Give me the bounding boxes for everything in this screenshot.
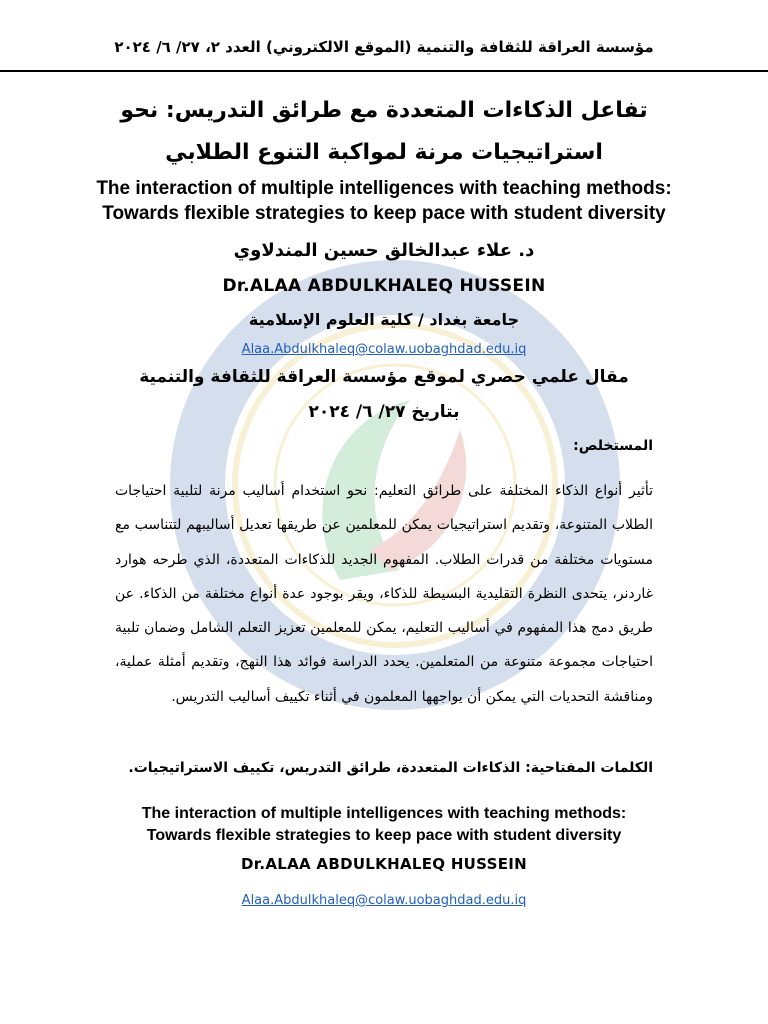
journal-header: مؤسسة العراقة للثقافة والتنمية (الموقع الالكتروني) العدد ٢، ٢٧/ ٦/ ٢٠٢٤ [114, 38, 654, 56]
english-block-email-link[interactable]: Alaa.Abdulkhaleq@colaw.uobaghdad.edu.iq [241, 893, 527, 908]
exclusive-article-note: مقال علمي حصري لموقع مؤسسة العراقة للثقافة والتنمية [139, 367, 629, 387]
english-title-line1: The interaction of multiple intelligences with teaching methods: [96, 178, 672, 199]
arabic-title-line1: تفاعل الذكاءات المتعددة مع طرائق التدريس: نحو [120, 98, 648, 123]
keywords: الكلمات المفتاحية: الذكاءات المتعددة، طرائق التدريس، تكييف الاستراتيجيات. [128, 760, 653, 776]
author-name-arabic: د. علاء عبدالخالق حسين المندلاوي [233, 240, 535, 261]
article-date: بتاريخ ٢٧/ ٦/ ٢٠٢٤ [308, 402, 460, 422]
author-name-english: Dr.ALAA ABDULKHALEQ HUSSEIN [222, 276, 546, 296]
header-rule [0, 70, 768, 72]
english-block-title-line1: The interaction of multiple intelligences with teaching methods: [141, 805, 627, 822]
english-block-title-line2: Towards flexible strategies to keep pace with student diversity [146, 827, 622, 844]
abstract-body: تأثير أنواع الذكاء المختلفة على طرائق التعليم: نحو استخدام أساليب مرنة لتلبية احتياجات الطلاب المتنوعة، وتقديم استراتيجيات يمكن للمعلمين عن طريقها تعديل أساليبهم لتتناسب مع مستويات مختلفة من قدرات الطلاب. المفهوم الجديد للذكاءات المتعددة، الذي طرحه هوارد غاردنر، يتحدى النظرة التقليدية البسيطة للذكاء، ويقر بوجود عدة أنواع مختلفة من الذكاء. عن طريق دمج هذا المفهوم في أساليب التعليم، يمكن للمعلمين تعزيز التعلم الشامل وضمان تلبية احتياجات مجموعة متنوعة من المتعلمين. يحدد الدراسة فوائد هذا النهج، وتقديم أمثلة عملية، ومناقشة التحديات التي يمكن أن يواجهها المعلمون في أثناء تكييف أساليب التدريس. [115, 483, 653, 705]
author-affiliation: جامعة بغداد / كلية العلوم الإسلامية [248, 310, 520, 329]
author-email-link[interactable]: Alaa.Abdulkhaleq@colaw.uobaghdad.edu.iq [241, 342, 527, 357]
abstract-label: المستخلص: [573, 438, 653, 454]
english-title-line2: Towards flexible strategies to keep pace with student diversity [102, 203, 666, 224]
arabic-title-line2: استراتيجيات مرنة لمواكبة التنوع الطلابي [165, 140, 603, 165]
english-block-author-name: Dr.ALAA ABDULKHALEQ HUSSEIN [241, 855, 527, 873]
